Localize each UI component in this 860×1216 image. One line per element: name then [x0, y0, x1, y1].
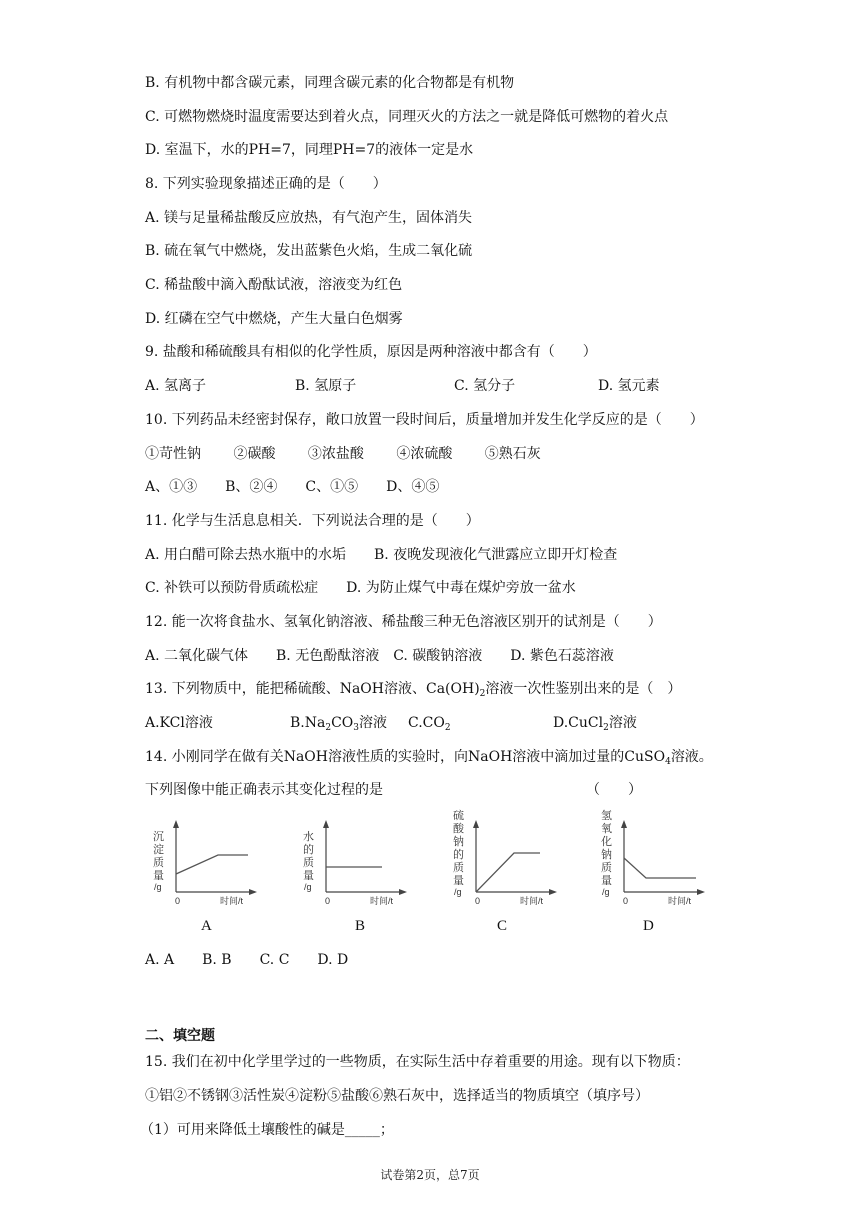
q13-option-a: A.KCl溶液	[145, 715, 213, 731]
q14-options: A. A B. B C. C D. D	[145, 952, 349, 968]
graph-a-curve	[176, 855, 248, 874]
graph-a-ylabel-char: 量	[153, 870, 164, 882]
q7-option-d: D. 室温下，水的PH=7，同理PH=7的液体一定是水	[145, 142, 474, 158]
graph-d-ylabel-char: 氢	[601, 810, 612, 822]
q15-stem: 15. 我们在初中化学里学过的一些物质，在实际生活中存着重要的用途。现有以下物质：	[145, 1054, 690, 1070]
graph-d-ylabel-char: 氧	[601, 823, 612, 835]
q8-stem: 8. 下列实验现象描述正确的是（ ）	[145, 176, 387, 192]
graph-a-x-arrow	[249, 889, 257, 895]
q9-option-b: B. 氢原子	[295, 378, 357, 394]
q8-option-a: A. 镁与足量稀盐酸反应放热，有气泡产生，固体消失	[145, 210, 473, 226]
graph-d-ylabel-char: 钠	[601, 849, 612, 861]
graph-a-ylabel-char: 质	[153, 857, 164, 869]
graph-c-svg	[450, 808, 560, 908]
q9-stem: 9. 盐酸和稀硫酸具有相似的化学性质，原因是两种溶液中都含有（ ）	[145, 344, 597, 360]
q7-option-b: B. 有机物中都含碳元素，同理含碳元素的化合物都是有机物	[145, 75, 515, 91]
q8-option-c: C. 稀盐酸中滴入酚酞试液，溶液变为红色	[145, 277, 403, 293]
graph-c-ylabel	[453, 808, 465, 897]
q15-part1: （1）可用来降低土壤酸性的碱是_____；	[140, 1122, 394, 1138]
q9-option-d: D. 氢元素	[598, 378, 660, 394]
graph-c-ylabel-char: 硫	[453, 810, 464, 822]
graph-d-ylabel-char: 质	[601, 862, 612, 874]
graph-a	[150, 808, 260, 908]
q10-stem: 10. 下列药品未经密封保存，敞口放置一段时间后，质量增加并发生化学反应的是（ ）	[145, 412, 704, 428]
graph-c	[450, 808, 560, 908]
graph-d-curve	[624, 858, 696, 878]
graph-d	[598, 808, 708, 908]
graph-a-unit: /g	[154, 882, 162, 892]
graph-b-unit: /g	[304, 882, 312, 892]
graph-c-label: C	[497, 918, 508, 934]
q10-items: ①苛性钠 ②碳酸 ③浓盐酸 ④浓硫酸 ⑤熟石灰	[145, 446, 541, 462]
q7-option-c: C. 可燃物燃烧时温度需要达到着火点，同理灭火的方法之一就是降低可燃物的着火点	[145, 109, 669, 125]
graph-d-ylabel-char: 化	[601, 836, 612, 848]
graph-d-y-arrow	[621, 820, 627, 828]
graph-c-unit: /g	[454, 887, 462, 897]
q15-materials: ①铝②不锈钢③活性炭④淀粉⑤盐酸⑥熟石灰中，选择适当的物质填空（填序号）	[145, 1088, 649, 1104]
graph-b-y-arrow	[323, 820, 329, 828]
q11-stem: 11. 化学与生活息息相关．下列说法合理的是（ ）	[145, 513, 480, 529]
graph-d-svg	[598, 808, 708, 908]
q8-option-d: D. 红磷在空气中燃烧，产生大量白色烟雾	[145, 311, 403, 327]
graph-c-y-arrow	[473, 820, 479, 828]
graph-d-xlabel: 时间/t	[668, 896, 692, 906]
q11-options-ab: A. 用白醋可除去热水瓶中的水垢 B. 夜晚发现液化气泄露应立即开灯检查	[145, 547, 618, 563]
graph-b	[300, 808, 410, 908]
q12-options: A. 二氧化碳气体 B. 无色酚酞溶液 C. 碳酸钠溶液 D. 紫色石蕊溶液	[145, 648, 614, 664]
q13-option-c: $C.CO_2$	[408, 715, 451, 733]
q14-stem: 14. 小刚同学在做有关NaOH溶液性质的实验时，向NaOH溶液中滴加过量的CuSO$_4$溶液。	[145, 749, 713, 767]
section-title: 二、填空题	[145, 1028, 215, 1044]
graph-b-ylabel-char: 水	[303, 831, 314, 843]
graph-b-label: B	[355, 918, 366, 934]
graph-c-ylabel-char: 的	[453, 849, 464, 861]
graph-c-xlabel: 时间/t	[520, 896, 544, 906]
graph-c-ylabel-char: 钠	[453, 836, 464, 848]
graph-b-ylabel-char: 量	[303, 870, 314, 882]
graph-b-ylabel-char: 的	[303, 844, 314, 856]
graph-d-label: D	[643, 918, 654, 934]
graph-a-y-arrow	[173, 820, 179, 828]
graph-d-ylabel	[601, 808, 612, 897]
q13-option-b: $B.Na_2CO_3$溶液	[290, 715, 388, 733]
graph-a-xlabel: 时间/t	[220, 896, 244, 906]
graph-b-x-arrow	[399, 889, 407, 895]
graph-c-origin: 0	[475, 896, 481, 906]
q13-option-d: D.CuCl$_2$溶液	[553, 715, 637, 733]
graph-d-unit: /g	[602, 887, 610, 897]
q13-stem: 13. 下列物质中，能把稀硫酸、NaOH溶液、$Ca(OH)_2$溶液一次性鉴别出来的是（ ）	[145, 681, 682, 699]
graph-a-ylabel-char: 淀	[153, 844, 164, 856]
graph-b-ylabel-char: 质	[303, 857, 314, 869]
graph-d-origin: 0	[623, 896, 629, 906]
q9-option-c: C. 氢分子	[454, 378, 516, 394]
q9-option-a: A. 氢离子	[145, 378, 207, 394]
q14-prompt: 下列图像中能正确表示其变化过程的是 （ ）	[145, 782, 642, 798]
graph-a-label: A	[201, 918, 212, 934]
graph-a-ylabel-char: 沉	[153, 831, 164, 843]
graph-a-ylabel	[153, 830, 164, 892]
graph-c-ylabel-char: 酸	[453, 823, 464, 835]
graph-d-x-arrow	[697, 889, 705, 895]
graph-c-x-arrow	[549, 889, 557, 895]
q12-stem: 12. 能一次将食盐水、氢氧化钠溶液、稀盐酸三种无色溶液区别开的试剂是（ ）	[145, 614, 662, 630]
graph-c-curve	[476, 853, 540, 892]
q11-options-cd: C. 补铁可以预防骨质疏松症 D. 为防止煤气中毒在煤炉旁放一盆水	[145, 580, 576, 596]
graph-b-ylabel	[303, 829, 314, 892]
q8-option-b: B. 硫在氧气中燃烧，发出蓝紫色火焰，生成二氧化硫	[145, 243, 473, 259]
graph-b-origin: 0	[325, 896, 331, 906]
graph-d-ylabel-char: 量	[601, 875, 612, 887]
graph-b-svg	[300, 808, 410, 908]
graph-a-origin: 0	[175, 896, 181, 906]
graph-c-ylabel-char: 质	[453, 862, 464, 874]
graph-b-xlabel: 时间/t	[370, 896, 394, 906]
graph-c-ylabel-char: 量	[453, 875, 464, 887]
page-footer: 试卷第2页，总7页	[380, 1168, 480, 1182]
graph-a-svg	[150, 808, 260, 908]
q10-options: A、①③ B、②④ C、①⑤ D、④⑤	[145, 479, 440, 495]
